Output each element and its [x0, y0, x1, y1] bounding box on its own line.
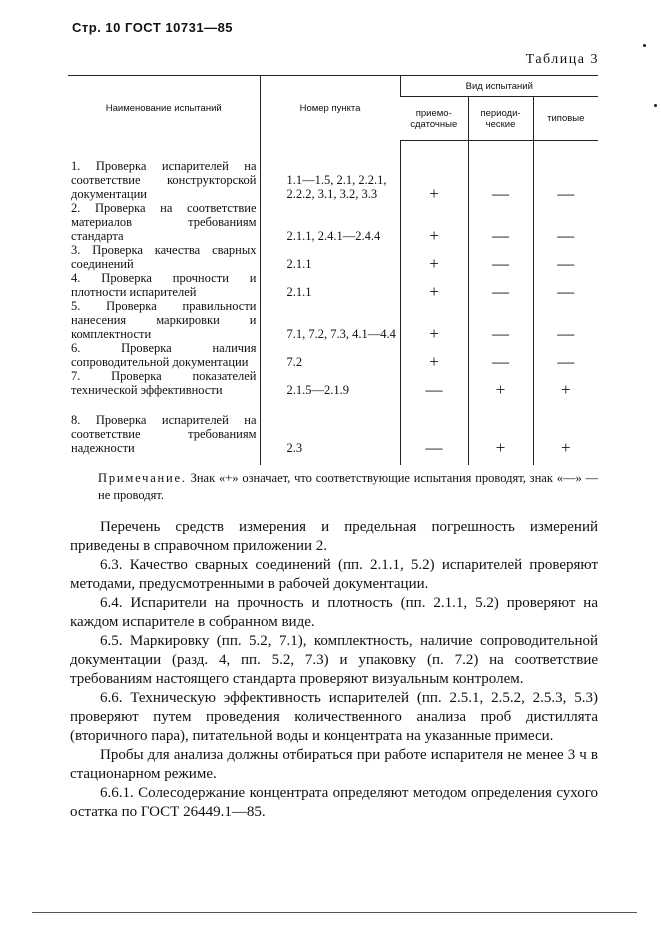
- acceptance-mark: +: [400, 299, 468, 341]
- header-type: типовые: [533, 97, 598, 141]
- table-row: [68, 299, 598, 341]
- acceptance-mark: +: [400, 341, 468, 369]
- note-label: Примечание.: [98, 471, 187, 485]
- note-text: Знак «+» означает, что соответствующие испытания проводят, знак «—» — не проводят.: [98, 471, 598, 502]
- header-test-kind: Вид испытаний: [400, 76, 598, 97]
- table-row: [68, 201, 598, 243]
- type-mark: +: [533, 397, 598, 465]
- paragraph: 6.4. Испарители на прочность и плотность (пп. 2.1.1, 5.2) проверяют на каждом испарителе в собранном виде.: [70, 595, 598, 630]
- table-row: [68, 141, 598, 201]
- paragraph: 6.6.1. Солесодержание концентрата определяют методом определения сухого остатка по ГОСТ 26449.1—85.: [70, 785, 598, 820]
- paragraph: Перечень средств измерения и предельная погрешность измерений приведены в справочном приложении 2.: [70, 519, 598, 554]
- table-row: [68, 369, 598, 397]
- header-acceptance: приемо-сдаточные: [400, 97, 468, 141]
- type-mark: —: [533, 141, 598, 201]
- test-name: 7. Проверка показателей технической эффективности: [71, 368, 257, 397]
- type-mark: —: [533, 243, 598, 271]
- clause-number: 2.1.1, 2.4.1—2.4.4: [260, 201, 400, 243]
- acceptance-mark: +: [400, 141, 468, 201]
- periodic-mark: —: [468, 341, 533, 369]
- clause-number: 2.1.5—2.1.9: [260, 369, 400, 397]
- clause-number: 1.1—1.5, 2.1, 2.2.1, 2.2.2, 3.1, 3.2, 3.3: [260, 141, 400, 201]
- acceptance-mark: —: [400, 369, 468, 397]
- page-bottom-edge: [32, 912, 637, 913]
- periodic-mark: +: [468, 397, 533, 465]
- clause-number: 2.3: [260, 397, 400, 465]
- table-row: [68, 271, 598, 299]
- paragraph: 6.6. Техническую эффективность испарителей (пп. 2.5.1, 2.5.2, 2.5.3, 5.3) проверяют путем проведения количественного анализа проб дистиллята (вторичного пара), питательной воды и концентрата на указанные примеси.: [70, 690, 598, 744]
- clause-number: 7.1, 7.2, 7.3, 4.1—4.4: [260, 299, 400, 341]
- paragraph: 6.5. Маркировку (пп. 5.2, 7.1), комплектность, наличие сопроводительной документации (разд. 4, пп. 5.2, 7.3) и упаковку (п. 7.2) на соответствие требованиям настоящего стандарта проверяют визуальным контролем.: [70, 633, 598, 687]
- periodic-mark: —: [468, 243, 533, 271]
- test-name: 2. Проверка на соответствие материалов требованиям стандарта: [71, 200, 257, 243]
- tests-table: [68, 75, 598, 465]
- paragraph: 6.3. Качество сварных соединений (пп. 2.1.1, 5.2) испарителей проверяют методами, предусмотренными в рабочей документации.: [70, 557, 598, 592]
- type-mark: +: [533, 369, 598, 397]
- test-name: 5. Проверка правильности нанесения маркировки и комплектности: [71, 298, 257, 341]
- type-mark: —: [533, 201, 598, 243]
- type-mark: —: [533, 299, 598, 341]
- table-row: [68, 397, 598, 465]
- table-row: [68, 341, 598, 369]
- acceptance-mark: +: [400, 271, 468, 299]
- periodic-mark: —: [468, 299, 533, 341]
- scan-speck: [654, 104, 657, 107]
- page-header: Стр. 10 ГОСТ 10731—85: [72, 20, 234, 35]
- test-name: 4. Проверка прочности и плотности испарителей: [71, 270, 257, 299]
- scan-speck: [643, 44, 646, 47]
- type-mark: —: [533, 271, 598, 299]
- periodic-mark: —: [468, 271, 533, 299]
- acceptance-mark: +: [400, 243, 468, 271]
- test-name: 1. Проверка испарителей на соответствие конструкторской документации: [71, 158, 257, 201]
- clause-number: 7.2: [260, 341, 400, 369]
- periodic-mark: +: [468, 369, 533, 397]
- type-mark: —: [533, 341, 598, 369]
- acceptance-mark: —: [400, 397, 468, 465]
- acceptance-mark: +: [400, 201, 468, 243]
- clause-number: 2.1.1: [260, 271, 400, 299]
- test-name: 3. Проверка качества сварных соединений: [71, 242, 257, 271]
- table-note: [98, 470, 598, 504]
- table-caption: Таблица 3: [525, 52, 599, 67]
- clause-number: 2.1.1: [260, 243, 400, 271]
- table-row: [68, 243, 598, 271]
- header-periodic: периоди-ческие: [468, 97, 533, 141]
- test-name: 8. Проверка испарителей на соответствие требованиям надежности: [71, 412, 257, 455]
- paragraph: Пробы для анализа должны отбираться при работе испарителя не менее 3 ч в стационарном режиме.: [70, 747, 598, 782]
- test-name: 6. Проверка наличия сопроводительной документации: [71, 340, 257, 369]
- body-text: [70, 518, 598, 822]
- periodic-mark: —: [468, 201, 533, 243]
- header-test-name: Наименование испытаний: [68, 76, 260, 141]
- header-clause-number: Номер пункта: [260, 76, 400, 141]
- periodic-mark: —: [468, 141, 533, 201]
